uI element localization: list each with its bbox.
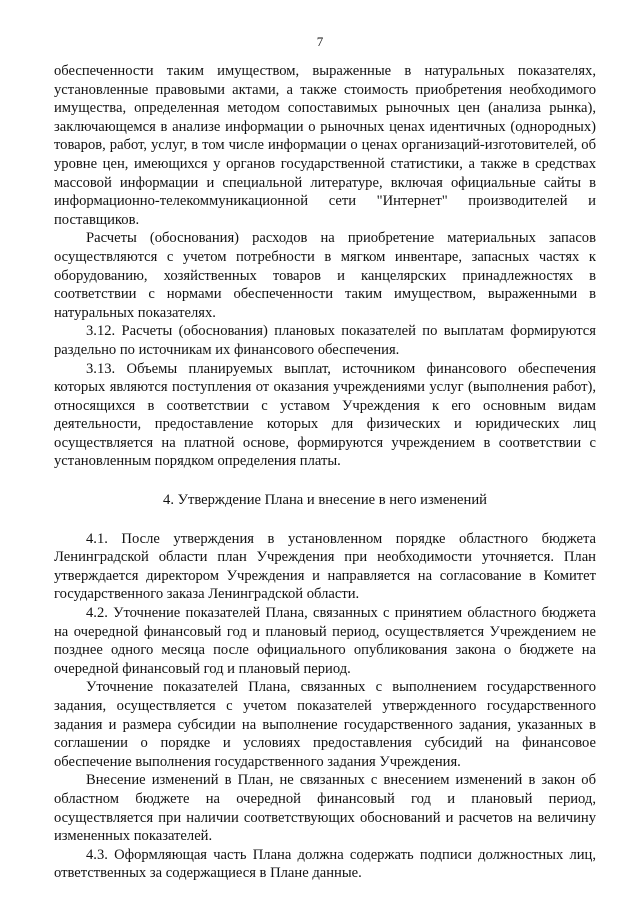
paragraph: обеспеченности таким имуществом, выраженные в натуральных показателях, установленные правовыми актами, а также стоимость приобретения необходимого имущества, определенная методом сопоставимых рыночных цен (анализа рынка), заключающемся в анализе информации о рыночных ценах идентичных (однородных) товаров, работ, услуг, в том числе информации о ценах организаций-изготовителей, об уровне цен, имеющихся у органов государственной статистики, а также в средствах массовой информации и специальной литературе, включая официальные сайты в информационно-телекоммуникационной сети "Интернет" производителей и поставщиков. [54, 63, 596, 228]
paragraph: 4.1. После утверждения в установленном порядке областного бюджета Ленинградской области план Учреждения при необходимости уточняется. План утверждается директором Учреждения и направляется на согласование в Комитет государственного заказа Ленинградской области. [54, 530, 596, 603]
paragraph: 3.13. Объемы планируемых выплат, источником финансового обеспечения которых являются поступления от оказания учреждениями услуг (выполнения работ), относящихся в соответствии с уставом Учреждения к его основным видам деятельности, предоставление которых для физических и юридических лиц осуществляется на платной основе, формируются учреждением в соответствии с установленным порядком определения платы. [54, 360, 596, 470]
paragraph: 4.2. Уточнение показателей Плана, связанных с принятием областного бюджета на очередной финансовый год и плановый период, осуществляется Учреждением не позднее одного месяца после официального опубликования закона о бюджете на очередной финансовый год и плановый период. [54, 605, 596, 677]
paragraph: Внесение изменений в План, не связанных с внесением изменений в закон об областном бюджете на очередной финансовый год и плановый период, осуществляется при наличии соответствующих обоснований и расчетов на величину измененных показателей. [54, 772, 596, 845]
paragraph: Уточнение показателей Плана, связанных с выполнением государственного задания, осуществляется с учетом показателей утвержденного государственного задания и размера субсидии на выполнение государственного задания, указанных в соглашении о порядке и условиях предоставления субсидий на финансовое обеспечение выполнения государственного задания Учреждения. [54, 679, 596, 770]
document-body [54, 62, 596, 883]
section-heading: 4. Утверждение Плана и внесение в него изменений [163, 492, 487, 509]
paragraph: 4.3. Оформляющая часть Плана должна содержать подписи должностных лиц, ответственных за содержащиеся в Плане данные. [54, 846, 596, 882]
page-number: 7 [316, 34, 324, 49]
paragraph: Расчеты (обоснования) расходов на приобретение материальных запасов осуществляются с учетом потребности в мягком инвентаре, запасных частях к оборудованию, хозяйственных товаров и канцелярских принадлежностях в соответствии с нормами обеспеченности таким имуществом, выраженными в натуральных показателях. [54, 230, 596, 321]
paragraph: 3.12. Расчеты (обоснования) плановых показателей по выплатам формируются раздельно по источникам их финансового обеспечения. [54, 323, 596, 358]
